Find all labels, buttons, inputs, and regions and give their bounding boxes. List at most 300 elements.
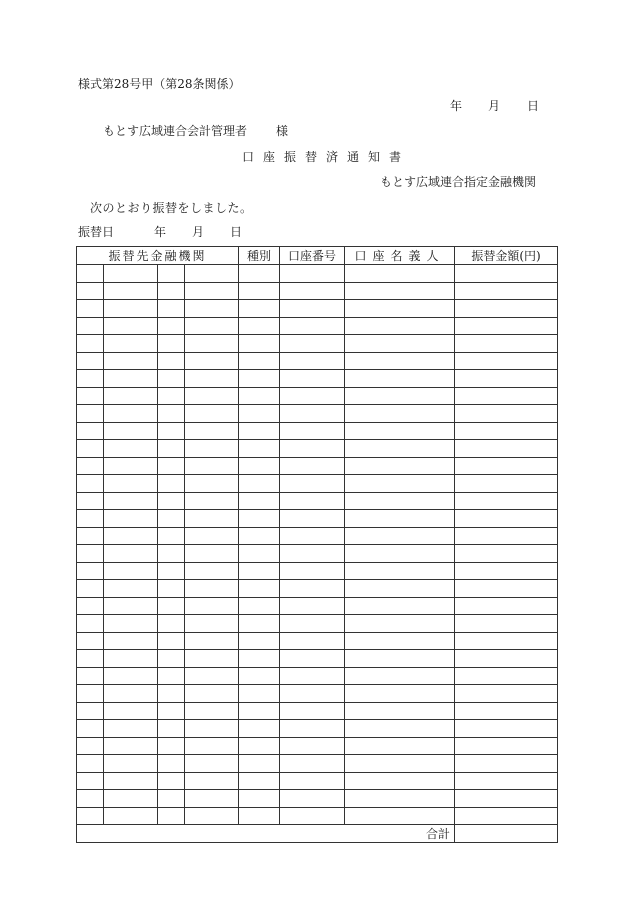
bank-cell-b[interactable] — [104, 282, 158, 300]
table-row — [77, 632, 558, 650]
account-holder-cell[interactable] — [345, 562, 455, 580]
amount-cell[interactable] — [455, 685, 558, 703]
column-header-account-holder: 口座名義人 — [345, 247, 455, 265]
bank-cell-b[interactable] — [104, 562, 158, 580]
account-number-cell[interactable] — [280, 405, 345, 423]
table-row — [77, 317, 558, 335]
type-cell[interactable] — [239, 562, 280, 580]
table-row — [77, 440, 558, 458]
account-holder-cell[interactable] — [345, 720, 455, 738]
bank-cell-c[interactable] — [158, 475, 185, 493]
type-cell[interactable] — [239, 510, 280, 528]
bank-cell-b[interactable] — [104, 492, 158, 510]
account-number-cell[interactable] — [280, 580, 345, 598]
bank-cell-a[interactable] — [77, 562, 104, 580]
type-cell[interactable] — [239, 405, 280, 423]
bank-cell-d[interactable] — [185, 597, 239, 615]
amount-cell[interactable] — [455, 387, 558, 405]
bank-cell-a[interactable] — [77, 685, 104, 703]
bank-cell-c[interactable] — [158, 615, 185, 633]
bank-cell-b[interactable] — [104, 685, 158, 703]
honorific: 様 — [276, 124, 289, 138]
bank-cell-a[interactable] — [77, 510, 104, 528]
amount-cell[interactable] — [455, 807, 558, 825]
account-holder-cell[interactable] — [345, 440, 455, 458]
account-holder-cell[interactable] — [345, 790, 455, 808]
bank-cell-b[interactable] — [104, 457, 158, 475]
amount-cell[interactable] — [455, 352, 558, 370]
amount-cell[interactable] — [455, 720, 558, 738]
type-cell[interactable] — [239, 720, 280, 738]
bank-cell-a[interactable] — [77, 772, 104, 790]
amount-cell[interactable] — [455, 737, 558, 755]
amount-cell[interactable] — [455, 475, 558, 493]
account-number-cell[interactable] — [280, 352, 345, 370]
table-row — [77, 807, 558, 825]
type-cell[interactable] — [239, 265, 280, 283]
bank-cell-b[interactable] — [104, 475, 158, 493]
type-cell[interactable] — [239, 790, 280, 808]
account-number-cell[interactable] — [280, 265, 345, 283]
type-cell[interactable] — [239, 370, 280, 388]
bank-cell-b[interactable] — [104, 335, 158, 353]
type-cell[interactable] — [239, 685, 280, 703]
bank-cell-d[interactable] — [185, 580, 239, 598]
bank-cell-d[interactable] — [185, 370, 239, 388]
table-row — [77, 492, 558, 510]
amount-cell[interactable] — [455, 440, 558, 458]
transfer-table — [76, 246, 558, 843]
account-holder-cell[interactable] — [345, 457, 455, 475]
bank-cell-d[interactable] — [185, 352, 239, 370]
type-cell[interactable] — [239, 545, 280, 563]
table-row — [77, 737, 558, 755]
account-holder-cell[interactable] — [345, 650, 455, 668]
account-holder-cell[interactable] — [345, 300, 455, 318]
account-holder-cell[interactable] — [345, 737, 455, 755]
bank-cell-b[interactable] — [104, 422, 158, 440]
bank-cell-d[interactable] — [185, 685, 239, 703]
table-row — [77, 370, 558, 388]
account-number-cell[interactable] — [280, 632, 345, 650]
account-number-cell[interactable] — [280, 510, 345, 528]
issue-month-label: 月 — [488, 99, 501, 113]
amount-cell[interactable] — [455, 335, 558, 353]
bank-cell-b[interactable] — [104, 545, 158, 563]
type-cell[interactable] — [239, 597, 280, 615]
column-header-type: 種別 — [239, 247, 280, 265]
amount-cell[interactable] — [455, 300, 558, 318]
account-holder-cell[interactable] — [345, 475, 455, 493]
bank-cell-c[interactable] — [158, 755, 185, 773]
account-number-cell[interactable] — [280, 790, 345, 808]
account-holder-cell[interactable] — [345, 510, 455, 528]
bank-cell-a[interactable] — [77, 545, 104, 563]
bank-cell-d[interactable] — [185, 790, 239, 808]
table-row — [77, 702, 558, 720]
total-label: 合計 — [77, 825, 455, 843]
bank-cell-d[interactable] — [185, 650, 239, 668]
type-cell[interactable] — [239, 755, 280, 773]
bank-cell-d[interactable] — [185, 457, 239, 475]
bank-cell-d[interactable] — [185, 615, 239, 633]
account-holder-cell[interactable] — [345, 265, 455, 283]
account-holder-cell[interactable] — [345, 492, 455, 510]
transfer-date-label: 振替日 — [78, 225, 115, 239]
type-cell[interactable] — [239, 702, 280, 720]
type-cell[interactable] — [239, 580, 280, 598]
account-holder-cell[interactable] — [345, 807, 455, 825]
type-cell[interactable] — [239, 335, 280, 353]
message: 次のとおり振替をしました。 — [90, 201, 253, 215]
account-holder-cell[interactable] — [345, 755, 455, 773]
column-header-bank: 振替先金融機関 — [77, 247, 239, 265]
bank-cell-c[interactable] — [158, 562, 185, 580]
bank-cell-b[interactable] — [104, 807, 158, 825]
account-holder-cell[interactable] — [345, 667, 455, 685]
bank-cell-c[interactable] — [158, 317, 185, 335]
table-row — [77, 790, 558, 808]
bank-cell-a[interactable] — [77, 667, 104, 685]
bank-cell-d[interactable] — [185, 422, 239, 440]
account-number-cell[interactable] — [280, 422, 345, 440]
bank-cell-b[interactable] — [104, 265, 158, 283]
bank-cell-d[interactable] — [185, 300, 239, 318]
bank-cell-b[interactable] — [104, 317, 158, 335]
table-body — [77, 265, 558, 843]
bank-cell-c[interactable] — [158, 772, 185, 790]
bank-cell-c[interactable] — [158, 335, 185, 353]
bank-cell-b[interactable] — [104, 650, 158, 668]
bank-cell-d[interactable] — [185, 387, 239, 405]
bank-cell-b[interactable] — [104, 772, 158, 790]
bank-cell-d[interactable] — [185, 737, 239, 755]
type-cell[interactable] — [239, 300, 280, 318]
account-number-cell[interactable] — [280, 650, 345, 668]
bank-cell-a[interactable] — [77, 282, 104, 300]
bank-cell-c[interactable] — [158, 300, 185, 318]
bank-cell-a[interactable] — [77, 650, 104, 668]
account-holder-cell[interactable] — [345, 422, 455, 440]
bank-cell-c[interactable] — [158, 422, 185, 440]
amount-cell[interactable] — [455, 580, 558, 598]
bank-cell-c[interactable] — [158, 457, 185, 475]
amount-cell[interactable] — [455, 755, 558, 773]
bank-cell-b[interactable] — [104, 580, 158, 598]
table-row — [77, 510, 558, 528]
table-row — [77, 387, 558, 405]
bank-cell-d[interactable] — [185, 335, 239, 353]
account-number-cell[interactable] — [280, 457, 345, 475]
bank-cell-a[interactable] — [77, 405, 104, 423]
account-number-cell[interactable] — [280, 597, 345, 615]
account-number-cell[interactable] — [280, 492, 345, 510]
bank-cell-d[interactable] — [185, 527, 239, 545]
bank-cell-a[interactable] — [77, 597, 104, 615]
bank-cell-c[interactable] — [158, 527, 185, 545]
bank-cell-a[interactable] — [77, 807, 104, 825]
type-cell[interactable] — [239, 440, 280, 458]
account-number-cell[interactable] — [280, 685, 345, 703]
type-cell[interactable] — [239, 615, 280, 633]
account-number-cell[interactable] — [280, 545, 345, 563]
amount-cell[interactable] — [455, 370, 558, 388]
table-row — [77, 335, 558, 353]
account-holder-cell[interactable] — [345, 580, 455, 598]
account-holder-cell[interactable] — [345, 282, 455, 300]
bank-cell-a[interactable] — [77, 580, 104, 598]
bank-cell-d[interactable] — [185, 772, 239, 790]
account-number-cell[interactable] — [280, 370, 345, 388]
bank-cell-c[interactable] — [158, 370, 185, 388]
bank-cell-a[interactable] — [77, 737, 104, 755]
amount-cell[interactable] — [455, 597, 558, 615]
bank-cell-c[interactable] — [158, 492, 185, 510]
column-header-account-number: 口座番号 — [280, 247, 345, 265]
account-holder-cell[interactable] — [345, 405, 455, 423]
table-row — [77, 755, 558, 773]
account-holder-cell[interactable] — [345, 352, 455, 370]
amount-cell[interactable] — [455, 615, 558, 633]
bank-cell-d[interactable] — [185, 562, 239, 580]
bank-cell-b[interactable] — [104, 440, 158, 458]
table-row — [77, 597, 558, 615]
bank-cell-b[interactable] — [104, 632, 158, 650]
bank-cell-c[interactable] — [158, 580, 185, 598]
bank-cell-d[interactable] — [185, 720, 239, 738]
account-holder-cell[interactable] — [345, 615, 455, 633]
bank-cell-c[interactable] — [158, 440, 185, 458]
bank-cell-b[interactable] — [104, 510, 158, 528]
bank-cell-b[interactable] — [104, 720, 158, 738]
account-number-cell[interactable] — [280, 387, 345, 405]
account-holder-cell[interactable] — [345, 597, 455, 615]
account-number-cell[interactable] — [280, 720, 345, 738]
bank-cell-c[interactable] — [158, 282, 185, 300]
account-number-cell[interactable] — [280, 615, 345, 633]
bank-cell-d[interactable] — [185, 807, 239, 825]
account-number-cell[interactable] — [280, 807, 345, 825]
type-cell[interactable] — [239, 475, 280, 493]
amount-cell[interactable] — [455, 650, 558, 668]
bank-cell-a[interactable] — [77, 790, 104, 808]
bank-cell-d[interactable] — [185, 440, 239, 458]
bank-cell-d[interactable] — [185, 702, 239, 720]
bank-cell-a[interactable] — [77, 755, 104, 773]
account-number-cell[interactable] — [280, 282, 345, 300]
bank-cell-c[interactable] — [158, 597, 185, 615]
account-holder-cell[interactable] — [345, 702, 455, 720]
bank-cell-b[interactable] — [104, 790, 158, 808]
bank-cell-c[interactable] — [158, 650, 185, 668]
bank-cell-a[interactable] — [77, 422, 104, 440]
bank-cell-d[interactable] — [185, 492, 239, 510]
amount-cell[interactable] — [455, 772, 558, 790]
bank-cell-a[interactable] — [77, 492, 104, 510]
type-cell[interactable] — [239, 632, 280, 650]
bank-cell-c[interactable] — [158, 265, 185, 283]
bank-cell-b[interactable] — [104, 527, 158, 545]
type-cell[interactable] — [239, 422, 280, 440]
type-cell[interactable] — [239, 807, 280, 825]
type-cell[interactable] — [239, 737, 280, 755]
table-total-row — [77, 825, 558, 843]
bank-cell-c[interactable] — [158, 510, 185, 528]
bank-cell-c[interactable] — [158, 685, 185, 703]
amount-cell[interactable] — [455, 317, 558, 335]
account-holder-cell[interactable] — [345, 335, 455, 353]
bank-cell-a[interactable] — [77, 615, 104, 633]
amount-cell[interactable] — [455, 405, 558, 423]
bank-cell-b[interactable] — [104, 387, 158, 405]
table-row — [77, 457, 558, 475]
bank-cell-a[interactable] — [77, 440, 104, 458]
account-holder-cell[interactable] — [345, 685, 455, 703]
addressee: もとす広域連合会計管理者 — [103, 124, 248, 138]
bank-cell-a[interactable] — [77, 300, 104, 318]
account-number-cell[interactable] — [280, 667, 345, 685]
bank-cell-d[interactable] — [185, 282, 239, 300]
bank-cell-b[interactable] — [104, 615, 158, 633]
form-number: 様式第28号甲（第28条関係） — [78, 77, 241, 91]
bank-cell-c[interactable] — [158, 545, 185, 563]
account-number-cell[interactable] — [280, 300, 345, 318]
table-row — [77, 580, 558, 598]
account-number-cell[interactable] — [280, 317, 345, 335]
bank-cell-d[interactable] — [185, 405, 239, 423]
document-title: 口座振替済通知書 — [242, 150, 411, 164]
bank-cell-a[interactable] — [77, 632, 104, 650]
bank-cell-a[interactable] — [77, 527, 104, 545]
bank-cell-c[interactable] — [158, 387, 185, 405]
bank-cell-c[interactable] — [158, 790, 185, 808]
table-row — [77, 615, 558, 633]
bank-cell-a[interactable] — [77, 702, 104, 720]
type-cell[interactable] — [239, 317, 280, 335]
bank-cell-c[interactable] — [158, 702, 185, 720]
account-number-cell[interactable] — [280, 335, 345, 353]
bank-cell-b[interactable] — [104, 405, 158, 423]
amount-cell[interactable] — [455, 790, 558, 808]
bank-cell-a[interactable] — [77, 475, 104, 493]
bank-cell-a[interactable] — [77, 335, 104, 353]
bank-cell-c[interactable] — [158, 405, 185, 423]
bank-cell-a[interactable] — [77, 457, 104, 475]
account-number-cell[interactable] — [280, 475, 345, 493]
account-number-cell[interactable] — [280, 527, 345, 545]
bank-cell-a[interactable] — [77, 370, 104, 388]
bank-cell-c[interactable] — [158, 720, 185, 738]
bank-cell-d[interactable] — [185, 475, 239, 493]
bank-cell-d[interactable] — [185, 667, 239, 685]
type-cell[interactable] — [239, 457, 280, 475]
account-holder-cell[interactable] — [345, 387, 455, 405]
amount-cell[interactable] — [455, 492, 558, 510]
bank-cell-b[interactable] — [104, 352, 158, 370]
amount-cell[interactable] — [455, 265, 558, 283]
account-number-cell[interactable] — [280, 702, 345, 720]
bank-cell-c[interactable] — [158, 737, 185, 755]
table-row — [77, 720, 558, 738]
bank-cell-d[interactable] — [185, 317, 239, 335]
bank-cell-b[interactable] — [104, 737, 158, 755]
amount-cell[interactable] — [455, 562, 558, 580]
amount-cell[interactable] — [455, 667, 558, 685]
amount-cell[interactable] — [455, 510, 558, 528]
type-cell[interactable] — [239, 527, 280, 545]
type-cell[interactable] — [239, 667, 280, 685]
amount-cell[interactable] — [455, 545, 558, 563]
bank-cell-d[interactable] — [185, 632, 239, 650]
bank-cell-d[interactable] — [185, 755, 239, 773]
account-number-cell[interactable] — [280, 562, 345, 580]
account-holder-cell[interactable] — [345, 632, 455, 650]
bank-cell-b[interactable] — [104, 755, 158, 773]
bank-cell-d[interactable] — [185, 545, 239, 563]
bank-cell-c[interactable] — [158, 807, 185, 825]
issue-day-label: 日 — [527, 99, 540, 113]
type-cell[interactable] — [239, 352, 280, 370]
transfer-date — [78, 225, 242, 239]
table-header-row — [77, 247, 558, 265]
account-holder-cell[interactable] — [345, 317, 455, 335]
table-row — [77, 300, 558, 318]
table-row — [77, 667, 558, 685]
amount-cell[interactable] — [455, 457, 558, 475]
bank-cell-a[interactable] — [77, 265, 104, 283]
type-cell[interactable] — [239, 772, 280, 790]
issue-year-label: 年 — [450, 99, 463, 113]
bank-cell-d[interactable] — [185, 510, 239, 528]
account-holder-cell[interactable] — [345, 545, 455, 563]
account-holder-cell[interactable] — [345, 772, 455, 790]
table-row — [77, 352, 558, 370]
amount-cell[interactable] — [455, 527, 558, 545]
amount-cell[interactable] — [455, 702, 558, 720]
amount-cell[interactable] — [455, 282, 558, 300]
amount-cell[interactable] — [455, 632, 558, 650]
bank-cell-d[interactable] — [185, 265, 239, 283]
amount-cell[interactable] — [455, 422, 558, 440]
bank-cell-c[interactable] — [158, 352, 185, 370]
bank-cell-a[interactable] — [77, 352, 104, 370]
account-number-cell[interactable] — [280, 772, 345, 790]
account-number-cell[interactable] — [280, 755, 345, 773]
type-cell[interactable] — [239, 492, 280, 510]
bank-cell-b[interactable] — [104, 300, 158, 318]
account-holder-cell[interactable] — [345, 370, 455, 388]
type-cell[interactable] — [239, 387, 280, 405]
account-holder-cell[interactable] — [345, 527, 455, 545]
bank-cell-c[interactable] — [158, 632, 185, 650]
total-amount-cell[interactable] — [455, 825, 558, 843]
table-row — [77, 772, 558, 790]
bank-cell-a[interactable] — [77, 317, 104, 335]
type-cell[interactable] — [239, 282, 280, 300]
bank-cell-b[interactable] — [104, 667, 158, 685]
transfer-month-label: 月 — [192, 225, 205, 239]
table-row — [77, 265, 558, 283]
type-cell[interactable] — [239, 650, 280, 668]
bank-cell-a[interactable] — [77, 387, 104, 405]
bank-cell-b[interactable] — [104, 702, 158, 720]
account-number-cell[interactable] — [280, 737, 345, 755]
bank-cell-b[interactable] — [104, 370, 158, 388]
bank-cell-b[interactable] — [104, 597, 158, 615]
bank-cell-a[interactable] — [77, 720, 104, 738]
account-number-cell[interactable] — [280, 440, 345, 458]
bank-cell-c[interactable] — [158, 667, 185, 685]
